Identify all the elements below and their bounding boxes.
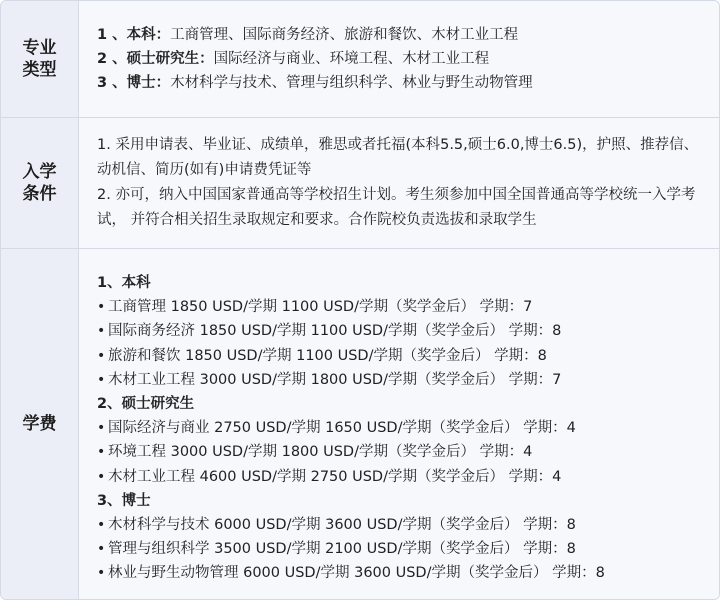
row-admission-conditions xyxy=(1,118,719,249)
fee-item xyxy=(97,295,709,319)
bullet-icon: • xyxy=(97,517,106,534)
admission-conditions-content xyxy=(79,118,719,248)
fee-item-text: 木材工业工程 3000 USD/学期 1800 USD/学期（奖学金后） 学期：7 xyxy=(108,371,562,388)
major-type-text: 木材科学与技术、管理与组织科学、林业与野生动物管理 xyxy=(170,75,533,91)
fee-item-text: 国际经济与商业 2750 USD/学期 1650 USD/学期（奖学金后） 学期：4 xyxy=(108,420,576,437)
major-type-prefix: 1 、本科： xyxy=(97,27,171,43)
label-major-type-line2: 类型 xyxy=(22,60,57,80)
fee-item-text: 旅游和餐饮 1850 USD/学期 1100 USD/学期（奖学金后） 学期：8 xyxy=(108,347,547,364)
label-admission-conditions xyxy=(1,118,79,248)
major-type-content xyxy=(79,1,719,117)
fee-item xyxy=(97,416,709,440)
bullet-icon: • xyxy=(97,541,106,558)
label-conditions-line1: 入学 xyxy=(22,162,57,182)
fee-item xyxy=(97,513,709,537)
fee-heading-bachelor: 1、本科 xyxy=(97,275,151,291)
row-major-type xyxy=(1,1,719,118)
label-conditions-line2: 条件 xyxy=(22,184,57,204)
row-tuition xyxy=(1,249,719,599)
fee-item xyxy=(97,368,709,392)
condition-item-1: 1. 采用申请表、毕业证、成绩单，雅思或者托福(本科5.5,硕士6.0,博士6.5)，护照、推荐信、动机信、简历(如有)申请费凭证等 xyxy=(97,137,699,178)
bullet-icon: • xyxy=(97,444,106,461)
label-major-type xyxy=(1,1,79,117)
fee-item-text: 木材科学与技术 6000 USD/学期 3600 USD/学期（奖学金后） 学期：8 xyxy=(108,517,576,534)
bullet-icon: • xyxy=(97,468,106,485)
label-major-type-line1: 专业 xyxy=(22,38,57,58)
fee-item xyxy=(97,319,709,343)
fee-item-text: 木材工业工程 4600 USD/学期 2750 USD/学期（奖学金后） 学期：4 xyxy=(108,468,562,485)
label-tuition xyxy=(1,249,79,599)
fee-item xyxy=(97,465,709,489)
fee-item xyxy=(97,537,709,561)
fee-item-text: 工商管理 1850 USD/学期 1100 USD/学期（奖学金后） 学期：7 xyxy=(108,299,533,316)
major-type-doctor xyxy=(97,71,709,95)
major-type-prefix: 2 、硕士研究生： xyxy=(97,51,214,67)
major-type-master xyxy=(97,47,709,71)
condition-item-2: 2. 亦可，纳入中国国家普通高等学校招生计划。考生须参加中国全国普通高等学校统一入学考试， 并符合相关招生录取规定和要求。合作院校负责选拔和录取学生 xyxy=(97,187,696,228)
fee-item-text: 林业与野生动物管理 6000 USD/学期 3600 USD/学期（奖学金后） 学期：8 xyxy=(108,565,605,582)
fee-item xyxy=(97,440,709,464)
fee-heading-doctor: 3、博士 xyxy=(97,492,151,509)
bullet-icon: • xyxy=(97,420,106,437)
bullet-icon: • xyxy=(97,323,106,340)
tuition-content xyxy=(79,249,719,599)
major-type-text: 国际经济与商业、环境工程、木材工业工程 xyxy=(213,51,490,67)
fee-item xyxy=(97,561,709,585)
major-type-text: 工商管理、国际商务经济、旅游和餐饮、木材工业工程 xyxy=(170,27,519,43)
bullet-icon: • xyxy=(97,565,106,582)
bullet-icon: • xyxy=(97,299,106,316)
fee-heading-master: 2、硕士研究生 xyxy=(97,396,195,413)
bullet-icon: • xyxy=(97,371,106,388)
bullet-icon: • xyxy=(97,347,106,364)
major-type-bachelor xyxy=(97,23,709,47)
label-tuition-text: 学费 xyxy=(22,414,57,434)
fee-item xyxy=(97,344,709,368)
major-type-prefix: 3 、博士： xyxy=(97,75,171,91)
fee-item-text: 国际商务经济 1850 USD/学期 1100 USD/学期（奖学金后） 学期：8 xyxy=(108,323,562,340)
fee-item-text: 管理与组织科学 3500 USD/学期 2100 USD/学期（奖学金后） 学期：8 xyxy=(108,541,576,558)
fee-item-text: 环境工程 3000 USD/学期 1800 USD/学期（奖学金后） 学期：4 xyxy=(108,444,533,461)
